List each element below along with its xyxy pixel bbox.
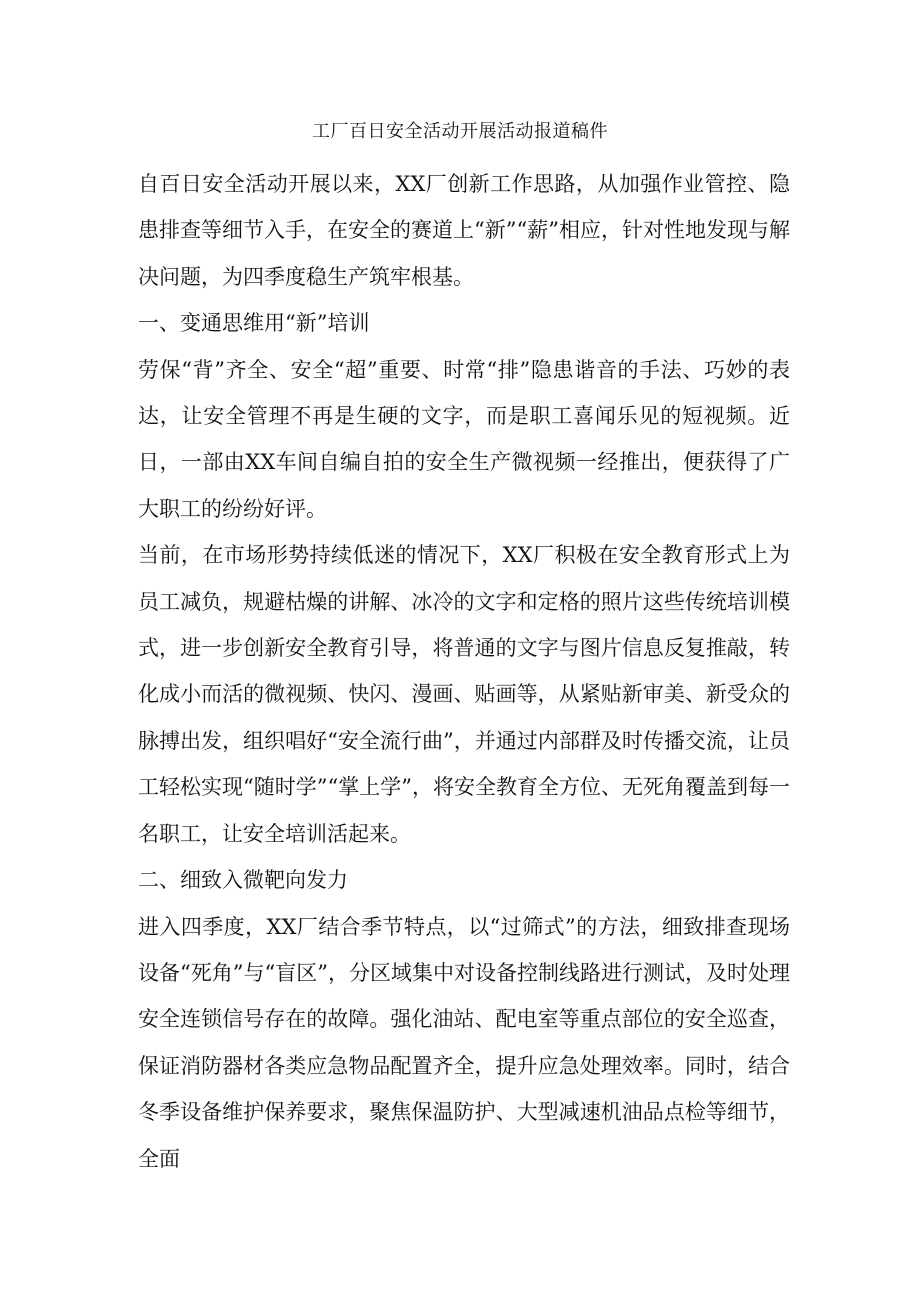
intro-paragraph: 自百日安全活动开展以来，XX厂创新工作思路，从加强作业管控、隐患排查等细节入手，在安全的赛道上“新”“薪”相应，针对性地发现与解决问题，为四季度稳生产筑牢根基。 [138,172,790,289]
section-1-paragraph-2: 当前，在市场形势持续低迷的情况下，XX厂积极在安全教育形式上为员工减负，规避枯燥的讲解、冰冷的文字和定格的照片这些传统培训模式，进一步创新安全教育引导，将普通的文字与图片信息反复推敲，转化成小而活的微视频、快闪、漫画、贴画等，从紧贴新审美、新受众的脉搏出发，组织唱好“安全流行曲”，并通过内部群及时传播交流，让员工轻松实现“随时学”“掌上学”，将安全教育全方位、无死角覆盖到每一名职工，让安全培训活起来。 [138,543,790,846]
document-title: 工厂百日安全活动开展活动报道稿件 [312,121,608,142]
section-heading-1: 一、变通思维用“新”培训 [138,311,370,336]
document-body [138,161,790,1182]
section-heading-2: 二、细致入微靶向发力 [138,868,348,893]
section-2-paragraph-1: 进入四季度，XX厂结合季节特点，以“过筛式”的方法，细致排查现场设备“死角”与“盲区”，分区域集中对设备控制线路进行测试，及时处理安全连锁信号存在的故障。强化油站、配电室等重点部位的安全巡查，保证消防器材各类应急物品配置齐全，提升应急处理效率。同时，结合冬季设备维护保养要求，聚焦保温防护、大型减速机油品点检等细节，全面 [138,914,790,1171]
section-1-paragraph-1: 劳保“背”齐全、安全“超”重要、时常“排”隐患谐音的手法、巧妙的表达，让安全管理不再是生硬的文字，而是职工喜闻乐见的短视频。近日，一部由XX车间自编自拍的安全生产微视频一经推出，便获得了广大职工的纷纷好评。 [138,357,790,521]
